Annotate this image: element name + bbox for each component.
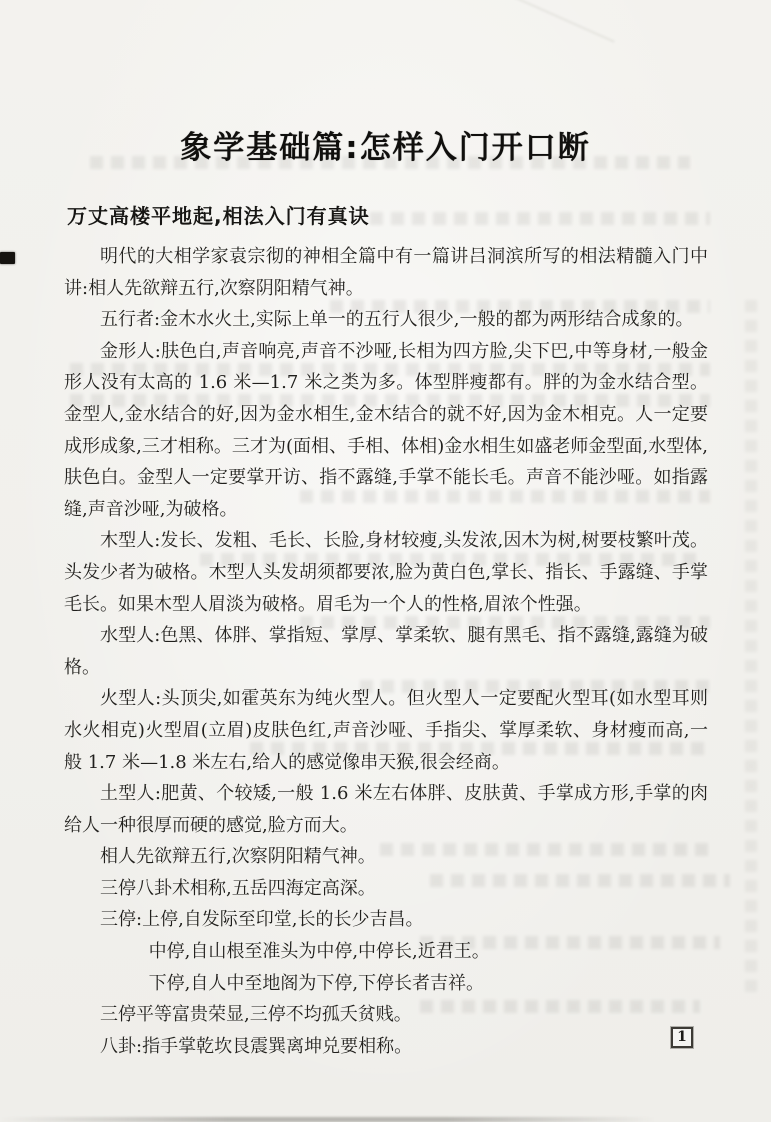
body-text xyxy=(64,241,708,1062)
page-crease xyxy=(504,0,614,43)
body-paragraph: 三停平等富贵荣显,三停不均孤夭贫贱。 xyxy=(100,1004,412,1026)
body-paragraph: 中停,自山根至准头为中停,中停长,近君王。 xyxy=(148,941,490,963)
body-paragraph: 相人先欲辩五行,次察阴阳精气神。 xyxy=(100,846,376,868)
body-paragraph: 火型人:头顶尖,如霍英东为纯火型人。但火型人一定要配火型耳(如水型耳则水火相克)火型眉(立眉)皮肤色红,声音沙哑、手指尖、掌厚柔软、身材瘦而高,一般 1.7 米—1.8 米左右,给人的感觉像串天猴,很会经商。 xyxy=(64,688,708,773)
body-paragraph: 金形人:肤色白,声音响亮,声音不沙哑,长相为四方脸,尖下巴,中等身材,一般金形人没有太高的 1.6 米—1.7 米之类为多。体型胖瘦都有。胖的为金水结合型。金型人,金水结合的好,因为金水相生,金木结合的就不好,因为金木相克。人一定要成形成象,三才相称。三才为(面相、手相、体相)金水相生如盛老师金型面,水型体,肤色白。金型人一定要掌开访、指不露缝,手掌不能长毛。声音不能沙哑。如指露缝,声音沙哑,为破格。 xyxy=(64,340,708,520)
section-heading: 万丈高楼平地起,相法入门有真诀 xyxy=(67,203,370,228)
scan-edge-shadow xyxy=(0,1117,771,1122)
body-paragraph: 下停,自人中至地阁为下停,下停长者吉祥。 xyxy=(148,972,485,994)
body-paragraph: 三停:上停,自发际至印堂,长的长少吉昌。 xyxy=(100,909,424,931)
body-paragraph: 土型人:肥黄、个较矮,一般 1.6 米左右体胖、皮肤黄、手掌成方形,手掌的肉给人一种很厚而硬的感觉,脸方而大。 xyxy=(64,783,708,836)
page-title: 象学基础篇:怎样入门开口断 xyxy=(180,129,591,166)
body-paragraph: 木型人:发长、发粗、毛长、长脸,身材较瘦,头发浓,因木为树,树要枝繁叶茂。头发少者为破格。木型人头发胡须都要浓,脸为黄白色,掌长、指长、手露缝、手掌毛长。如果木型人眉淡为破格。眉毛为一个人的性格,眉浓个性强。 xyxy=(64,530,708,615)
bleedthrough-smudge xyxy=(370,212,710,225)
page-number: 1 xyxy=(671,1027,693,1048)
body-paragraph: 八卦:指手掌乾坎艮震巽离坤兑要相称。 xyxy=(100,1035,413,1057)
scan-artifact-mark xyxy=(0,252,15,264)
body-paragraph: 明代的大相学家袁宗彻的神相全篇中有一篇讲吕洞滨所写的相法精髓入门中讲:相人先欲辩五行,次察阴阳精气神。 xyxy=(64,246,708,299)
body-paragraph: 水型人:色黑、体胖、掌指短、掌厚、掌柔软、腿有黑毛、指不露缝,露缝为破格。 xyxy=(64,625,708,678)
body-paragraph: 三停八卦术相称,五岳四海定高深。 xyxy=(100,877,376,899)
body-paragraph: 五行者:金木水火土,实际上单一的五行人很少,一般的都为两形结合成象的。 xyxy=(100,309,694,331)
bleedthrough-smudge xyxy=(745,300,757,1000)
